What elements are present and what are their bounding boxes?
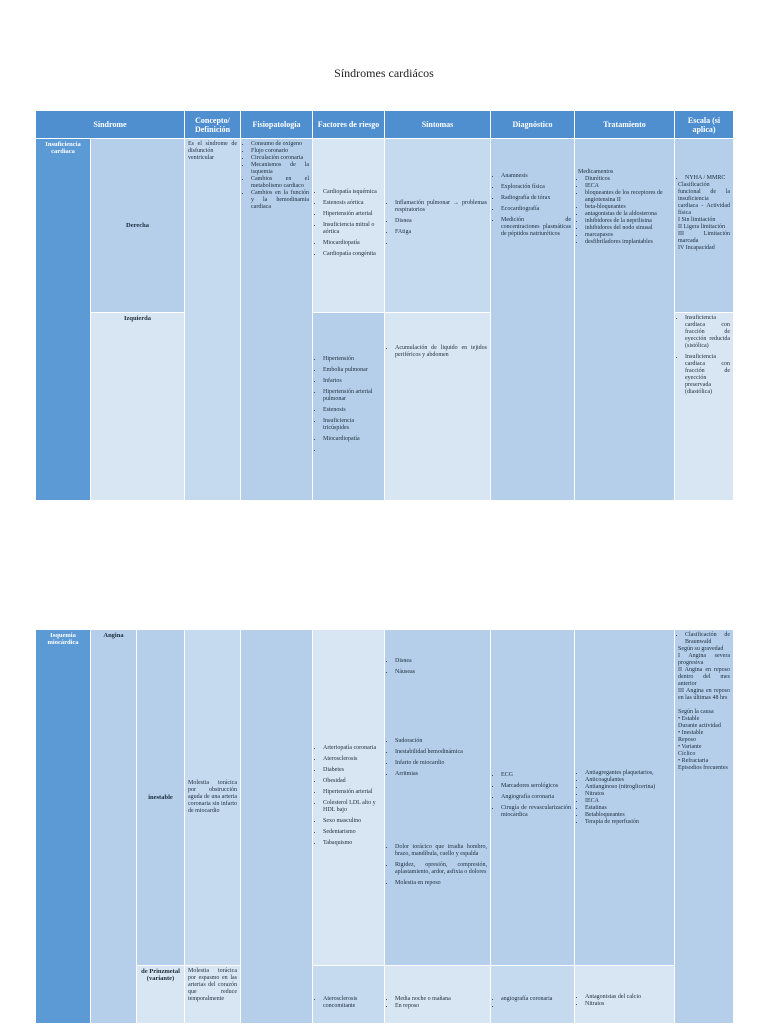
- risk-item: • Obesidad: [323, 778, 381, 785]
- subtype-derecha: Derecha: [91, 139, 185, 313]
- subtype-inestable: inestable: [137, 630, 185, 966]
- symptoms-izquierda: [385, 313, 491, 501]
- scale-inestable: [675, 630, 734, 1024]
- symptom-item: • Molestia en reposo: [395, 880, 487, 887]
- scale-izquierda: [675, 313, 734, 501]
- treatment-derecha: [575, 139, 675, 501]
- treatment-item: • Nitratos: [585, 1001, 671, 1008]
- treatment-item: • IECA: [585, 183, 671, 190]
- risk-item: • Hipertensión: [323, 356, 381, 363]
- symptoms-prinzmetal: [385, 966, 491, 1024]
- scale-item: • NYHA / MMRC: [685, 175, 730, 182]
- treatment-inestable: [575, 630, 675, 966]
- symptom-item: • Disnea: [395, 218, 487, 225]
- physio-item: • Consumo de oxigeno: [251, 141, 309, 148]
- diagnosis-derecha: [491, 139, 575, 501]
- treatment-item: • Betabloqueantes: [585, 812, 655, 819]
- risk-item: • Embolia pulmonar: [323, 367, 381, 374]
- symptom-item: • Media noche o mañana: [395, 996, 487, 1003]
- table-insuficiencia-cardiaca: [36, 111, 734, 501]
- symptom-item: • Sudoración: [395, 738, 487, 745]
- concept-prinzmetal: Molestia torácica por espasmo en las arterias del corazón que reduce temporalmente: [185, 966, 241, 1024]
- symptom-item: • Acumulación de liquido en tejidos periféricos y abdomen: [395, 345, 487, 359]
- risk-item: • Insuficiencia mitral o aórtica: [323, 222, 381, 236]
- header-fisiopatologia: Fisiopatología: [241, 111, 313, 139]
- scale-text: Clasificación funcional de la insuficiencia cardiaca - Actividad física I Sin limitación II Ligera limitación III Limitación marcada IV Incapacidad: [678, 182, 730, 251]
- diagnosis-prinzmetal: [491, 966, 575, 1024]
- header-concepto: Concepto/ Definición: [185, 111, 241, 139]
- risk-inestable: [313, 630, 385, 966]
- risk-item: • Hipertensión arterial: [323, 789, 381, 796]
- concept-inestable: Molestia torácica por obstrucción aguda de una arteria coronaria sin infarto de miocardio: [185, 630, 241, 966]
- table-isquemia-miocardica: [36, 630, 734, 1024]
- risk-item: • Tabaquismo: [323, 840, 381, 847]
- risk-item: • Cardiopatía congénita: [323, 251, 381, 258]
- diagnosis-item: [501, 1003, 571, 1010]
- treatment-item: • Nitratos: [585, 791, 655, 798]
- risk-item: • Infartos: [323, 378, 381, 385]
- syndrome-name: Insuficiencia cardiaca: [36, 139, 91, 501]
- concept-cell: Es el síndrome de disfunción ventricular: [185, 139, 241, 501]
- risk-item: • Hipertensión arterial: [323, 211, 381, 218]
- treatment-item: • bloqueantes de los receptores de angiotensina II: [585, 190, 671, 204]
- treatment-item: • Anticoagulantes: [585, 777, 655, 784]
- header-sintomas: Síntomas: [385, 111, 491, 139]
- risk-item: • Sedentarismo: [323, 829, 381, 836]
- risk-item: • Sexo masculino: [323, 818, 381, 825]
- treatment-item: • marcapasos: [585, 232, 671, 239]
- treatment-item: • Terapia de reperfusión: [585, 819, 655, 826]
- header-sindrome: Síndrome: [36, 111, 185, 139]
- risk-item: [323, 447, 381, 454]
- diagnosis-inestable: [491, 630, 575, 966]
- diagnosis-item: • Cirugía de revascularización miocárdica: [501, 805, 571, 819]
- diagnosis-item: • Anamnesis: [501, 173, 571, 180]
- symptom-item: • Náuseas: [395, 669, 487, 676]
- physio-cell: [241, 139, 313, 501]
- diagnosis-item: • Exploración física: [501, 184, 571, 191]
- symptom-item: [395, 240, 487, 247]
- diagnosis-item: • Medición de concentraciones plasmáticas de péptidos natriuréticos: [501, 217, 571, 238]
- diagnosis-item: • Marcadores serológicos: [501, 783, 571, 790]
- diagnosis-item: • Radiografía de tórax: [501, 195, 571, 202]
- symptom-item: • Rigidez, opresión, compresión, aplastamiento, ardor, asfixia o dolores: [395, 862, 487, 876]
- header-tratamiento: Tratamiento: [575, 111, 675, 139]
- header-factores: Factores de riesgo: [313, 111, 385, 139]
- scale-item: • Clasificación de Braunwald: [685, 632, 730, 646]
- subtype-izquierda: Izquierda: [91, 313, 185, 501]
- symptoms-derecha: [385, 139, 491, 313]
- symptom-item: • Infarto de miocardio: [395, 760, 487, 767]
- treatment-item: • inhibidores de la neprilisina: [585, 218, 671, 225]
- diagnosis-item: • angiografía coronaria: [501, 996, 571, 1003]
- treatment-item: • Antagonistas del calcio: [585, 994, 671, 1001]
- risk-prinzmetal: [313, 966, 385, 1024]
- treatment-item: • inhibidores del nodo sinusal: [585, 225, 671, 232]
- physio-item: • Cambios en la función y la hemodinamia cardiaca: [251, 190, 309, 211]
- symptom-item: • Disnea: [395, 658, 487, 665]
- page-title: Síndromes cardiácos: [334, 66, 434, 80]
- diagnosis-item: • ECG: [501, 772, 571, 779]
- subtype-prinzmetal: de Prinzmetal (variante): [137, 966, 185, 1024]
- risk-item: • Aterosclerosis: [323, 756, 381, 763]
- syndrome-sub: Angina: [91, 630, 137, 1024]
- risk-item: • Insuficiencia tricúspides: [323, 418, 381, 432]
- scale-item: • Insuficiencia cardiaca con fracción de eyección preservada (diastólica): [685, 354, 730, 396]
- syndrome-name: Isquemia miocárdica: [36, 630, 91, 1024]
- scale-item: • Insuficiencia cardiaca con fracción de eyección reducida (sistólica): [685, 315, 730, 350]
- symptom-item: • Inflamación pulmonar → problemas respiratorios: [395, 200, 487, 214]
- header-diagnostico: Diagnóstico: [491, 111, 575, 139]
- risk-derecha: [313, 139, 385, 313]
- symptom-item: • FAtiga: [395, 229, 487, 236]
- symptom-item: • Arritmias: [395, 771, 487, 778]
- treatment-item: • desfibriladores implantables: [585, 239, 671, 246]
- diagnosis-item: • Ecocardiografía: [501, 206, 571, 213]
- physio-item: • Circulación coronaria: [251, 155, 309, 162]
- risk-item: • Miocardiopatía: [323, 436, 381, 443]
- treatment-item: • Diuréticos: [585, 176, 671, 183]
- treatment-item: • Antiagregantes plaquetarios,: [585, 770, 655, 777]
- risk-izquierda: [313, 313, 385, 501]
- risk-item: • Colesterol LDL alto y HDL bajo: [323, 800, 381, 814]
- treatment-item: • antagonistas de la aldosterona: [585, 211, 671, 218]
- physio-im: [241, 630, 313, 1024]
- symptom-item: • Dolor torácico que irradia hombro, brazo, mandíbula, cuello y espalda: [395, 844, 487, 858]
- risk-item: • Estenosis: [323, 407, 381, 414]
- symptoms-inestable: [385, 630, 491, 966]
- physio-item: • Flujo coronario: [251, 148, 309, 155]
- risk-item: • Arteriopatía coronaria: [323, 745, 381, 752]
- treatment-item: • beta-bloqueantes: [585, 204, 671, 211]
- header-escala: Escala (si aplica): [675, 111, 734, 139]
- risk-item: • Cardiopatía isquémica: [323, 189, 381, 196]
- treatment-item: • Estatinas: [585, 805, 655, 812]
- risk-item: • Hipertensión arterial pulmonar: [323, 389, 381, 403]
- treatment-title: Medicamentos: [578, 169, 614, 175]
- risk-item: • Diabetes: [323, 767, 381, 774]
- treatment-prinzmetal: [575, 966, 675, 1024]
- symptom-item: • En reposo: [395, 1003, 487, 1010]
- treatment-item: • Antianginoso (nitroglicerina): [585, 784, 655, 791]
- diagnosis-item: • Angiografía coronaria: [501, 794, 571, 801]
- treatment-item: • IECA: [585, 798, 655, 805]
- risk-item: • Estenosis aórtica: [323, 200, 381, 207]
- symptom-item: • Inestabilidad hemodinámica: [395, 749, 487, 756]
- physio-item: • Mecanismos de la isquemia: [251, 162, 309, 176]
- risk-item: • Miocardiopatía: [323, 240, 381, 247]
- risk-item: • Aterosclerosis concomitante: [323, 996, 381, 1010]
- scale-derecha: [675, 139, 734, 313]
- scale-text: Según su gravedad I Angina severa progresiva II Angina en reposo dentro del mes anterior III Angina en reposo en las últimas 48 hrs Según la causa • Estable Durante actividad • Inestable Reposo • Variante Cíclico • Refractaria Episodios frecuentes: [678, 646, 730, 771]
- physio-item: • Cambios en el metabolismo cardiaco: [251, 176, 309, 190]
